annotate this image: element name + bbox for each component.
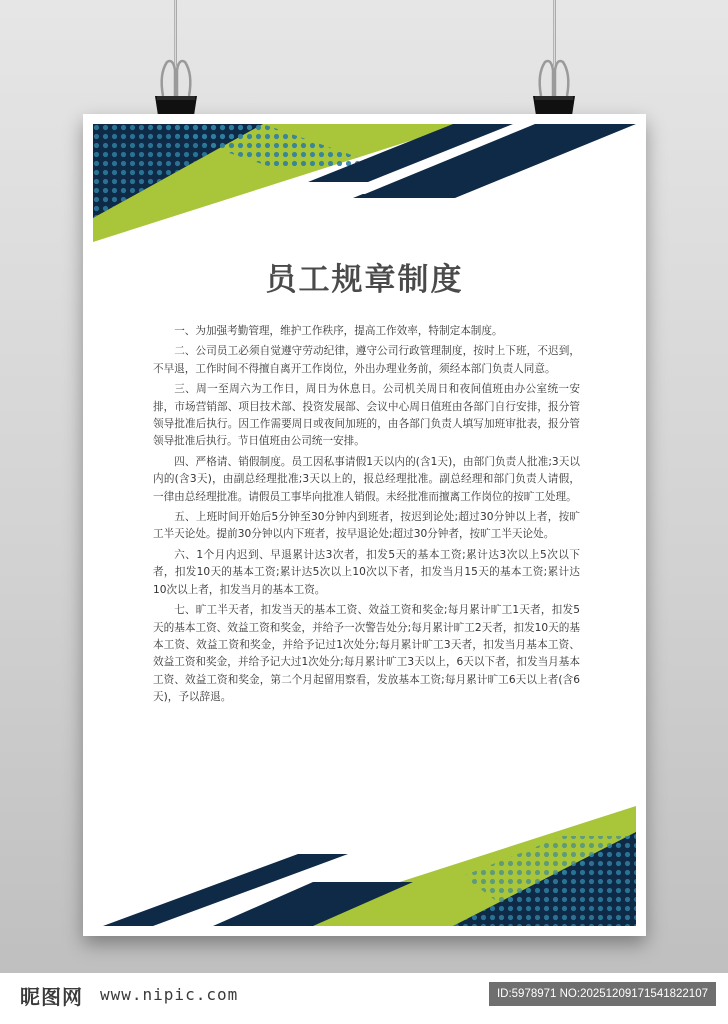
watermark-id: ID:5978971 NO:20251209171541822107: [489, 982, 716, 1006]
rule-paragraph: 二、公司员工必须自觉遵守劳动纪律，遵守公司行政管理制度，按时上下班，不迟到，不早退，工作时间不得擅自离开工作岗位，外出办理业务前，须经本部门负责人同意。: [153, 345, 580, 375]
rule-paragraph: 六、1个月内迟到、早退累计达3次者，扣发5天的基本工资;累计达3次以上5次以下者，扣发10天的基本工资;累计达5次以上10次以下者，扣发当月15天的基本工资;累计达10次以上者，扣发当月的基本工资。: [153, 548, 580, 596]
bottom-decoration: [83, 796, 646, 936]
rule-paragraph: 五、上班时间开始后5分钟至30分钟内到班者，按迟到论处;超过30分钟以上者，按旷工半天论处。提前30分钟以内下班者，按早退论处;超过30分钟者，按旷工半天论处。: [153, 511, 580, 541]
watermark-bar: [0, 973, 728, 1024]
rule-paragraph: 三、周一至周六为工作日，周日为休息日。公司机关周日和夜间值班由办公室统一安排，市场营销部、项目技术部、投资发展部、会议中心周日值班由各部门自行安排，报分管领导批准后执行。因工作需要周日或夜间加班的，由各部门负责人填写加班审批表，报分管领导批准后执行。节日值班由公司统一安排。: [153, 383, 580, 448]
watermark-site: www.nipic.com: [100, 985, 239, 1004]
rules-body: [153, 323, 580, 710]
rule-paragraph: 一、为加强考勤管理，维护工作秩序，提高工作效率，特制定本制度。: [174, 325, 503, 337]
binder-clip-icon: [531, 56, 577, 122]
page-title: 员工规章制度: [265, 262, 464, 298]
watermark-logo: 昵图网: [20, 985, 83, 1009]
rule-paragraph: 七、旷工半天者，扣发当天的基本工资、效益工资和奖金;每月累计旷工1天者，扣发5天的基本工资、效益工资和奖金，并给予一次警告处分;每月累计旷工2天者，扣发10天的基本工资、效益工资和奖金，并给予记过1次处分;每月累计旷工3天者，扣发当月基本工资、效益工资和奖金，并给予记大过1次处分;每月累计旷工3天以上，6天以下者，扣发当月基本工资、效益工资和奖金，第二个月起留用察看，发放基本工资;每月累计旷工6天以上者(含6天)，予以辞退。: [153, 604, 580, 704]
rule-paragraph: 四、严格请、销假制度。员工因私事请假1天以内的(含1天)，由部门负责人批准;3天以内的(含3天)，由副总经理批准;3天以上的，报总经理批准。副总经理和部门负责人请假，一律由总经理批准。请假员工事毕向批准人销假。未经批准而擅离工作岗位的按旷工处理。: [153, 455, 580, 503]
top-decoration: [83, 114, 646, 254]
binder-clip-icon: [153, 56, 199, 122]
poster: [83, 114, 646, 936]
